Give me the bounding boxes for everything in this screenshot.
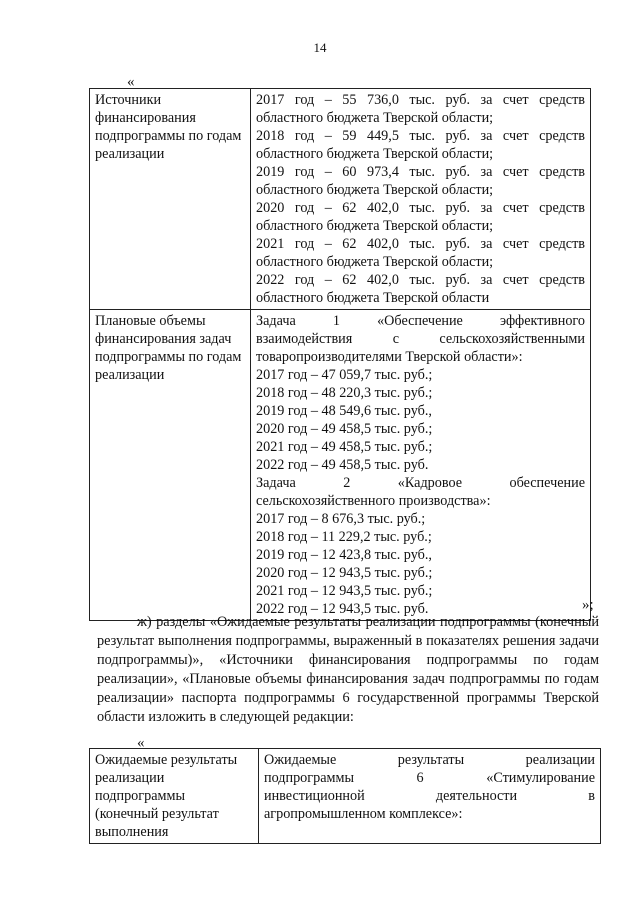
row-label-cell [90, 310, 251, 621]
value-line: областного бюджета Тверской области; [256, 218, 494, 234]
value-line: 2022 год – 62 402,0 тыс. руб. за счет средств [256, 272, 585, 288]
value-line: 2019 год – 12 423,8 тыс. руб., [256, 547, 432, 563]
value-line: 2017 год – 8 676,3 тыс. руб.; [256, 511, 426, 527]
closing-quote: »; [582, 597, 594, 613]
value-line: 2019 год – 60 973,4 тыс. руб. за счет средств [256, 164, 585, 180]
value-line: областного бюджета Тверской области; [256, 146, 494, 162]
funding-table [89, 88, 591, 621]
row-label-line: реализации [95, 770, 165, 786]
row-label-line: (конечный результат [95, 806, 219, 822]
value-line: подпрограммы 6 «Стимулирование [264, 770, 595, 786]
row-label-cell [90, 749, 259, 844]
value-line: 2020 год – 12 943,5 тыс. руб.; [256, 565, 433, 581]
row-label-line: реализации [95, 367, 165, 383]
opening-quote: « [127, 74, 135, 90]
row-label-cell [90, 89, 251, 310]
value-line: 2020 год – 49 458,5 тыс. руб.; [256, 421, 433, 437]
row-label-line: реализации [95, 146, 165, 162]
row-label-line: подпрограммы по годам [95, 349, 242, 365]
value-line: 2019 год – 48 549,6 тыс. руб., [256, 403, 432, 419]
value-line: 2018 год – 11 229,2 тыс. руб.; [256, 529, 432, 545]
value-line: Задача 1 «Обеспечение эффективного [256, 313, 585, 329]
value-line: 2021 год – 12 943,5 тыс. руб.; [256, 583, 433, 599]
value-line: 2017 год – 47 059,7 тыс. руб.; [256, 367, 433, 383]
value-line: 2018 год – 48 220,3 тыс. руб.; [256, 385, 433, 401]
body-paragraph [97, 613, 599, 727]
row-label-line: финансирования задач [95, 331, 232, 347]
paragraph-text: ж) разделы «Ожидаемые результаты реализации подпрограммы (конечный результат выполнения подпрограммы, выраженный в показателях решения задачи подпрограммы)», «Источники финансирования подпрограммы по годам реализации», «Плановые объемы финансирования задач подпрограммы по годам реализации» паспорта подпрограммы 6 государственной программы Тверской области изложить в следующей редакции: [97, 614, 599, 725]
value-line: областного бюджета Тверской области; [256, 182, 494, 198]
row-label-line: выполнения [95, 824, 169, 840]
value-line: 2021 год – 49 458,5 тыс. руб.; [256, 439, 433, 455]
value-line: 2021 год – 62 402,0 тыс. руб. за счет средств [256, 236, 585, 252]
value-line: товаропроизводителями Тверской области»: [256, 349, 523, 365]
value-line: агропромышленном комплексе»: [264, 806, 463, 822]
table-row [90, 89, 591, 310]
row-label-line: подпрограммы по годам [95, 128, 242, 144]
row-value-cell [251, 89, 591, 310]
table-row [90, 749, 601, 844]
value-line: инвестиционной деятельности в [264, 788, 595, 804]
value-line: областного бюджета Тверской области; [256, 110, 494, 126]
row-label-line: Ожидаемые результаты [95, 752, 238, 768]
row-value-cell [251, 310, 591, 621]
value-line: областного бюджета Тверской области [256, 290, 490, 306]
value-line: 2018 год – 59 449,5 тыс. руб. за счет средств [256, 128, 585, 144]
value-line: 2020 год – 62 402,0 тыс. руб. за счет средств [256, 200, 585, 216]
results-table [89, 748, 601, 844]
page-number: 14 [313, 40, 327, 55]
row-label-line: Плановые объемы [95, 313, 206, 329]
value-line: взаимодействия с сельскохозяйственными [256, 331, 585, 347]
value-line: 2022 год – 12 943,5 тыс. руб. [256, 601, 429, 617]
row-label-line: финансирования [95, 110, 196, 126]
value-line: Задача 2 «Кадровое обеспечение [256, 475, 585, 491]
value-line: сельскохозяйственного производства»: [256, 493, 491, 509]
row-value-cell [259, 749, 601, 844]
table-row [90, 310, 591, 621]
value-line: 2017 год – 55 736,0 тыс. руб. за счет средств [256, 92, 585, 108]
row-label-line: подпрограммы [95, 788, 185, 804]
row-label-line: Источники [95, 92, 162, 108]
value-line: областного бюджета Тверской области; [256, 254, 494, 270]
opening-quote-2: « [137, 735, 145, 751]
value-line: 2022 год – 49 458,5 тыс. руб. [256, 457, 429, 473]
value-line: Ожидаемые результаты реализации [264, 752, 595, 768]
